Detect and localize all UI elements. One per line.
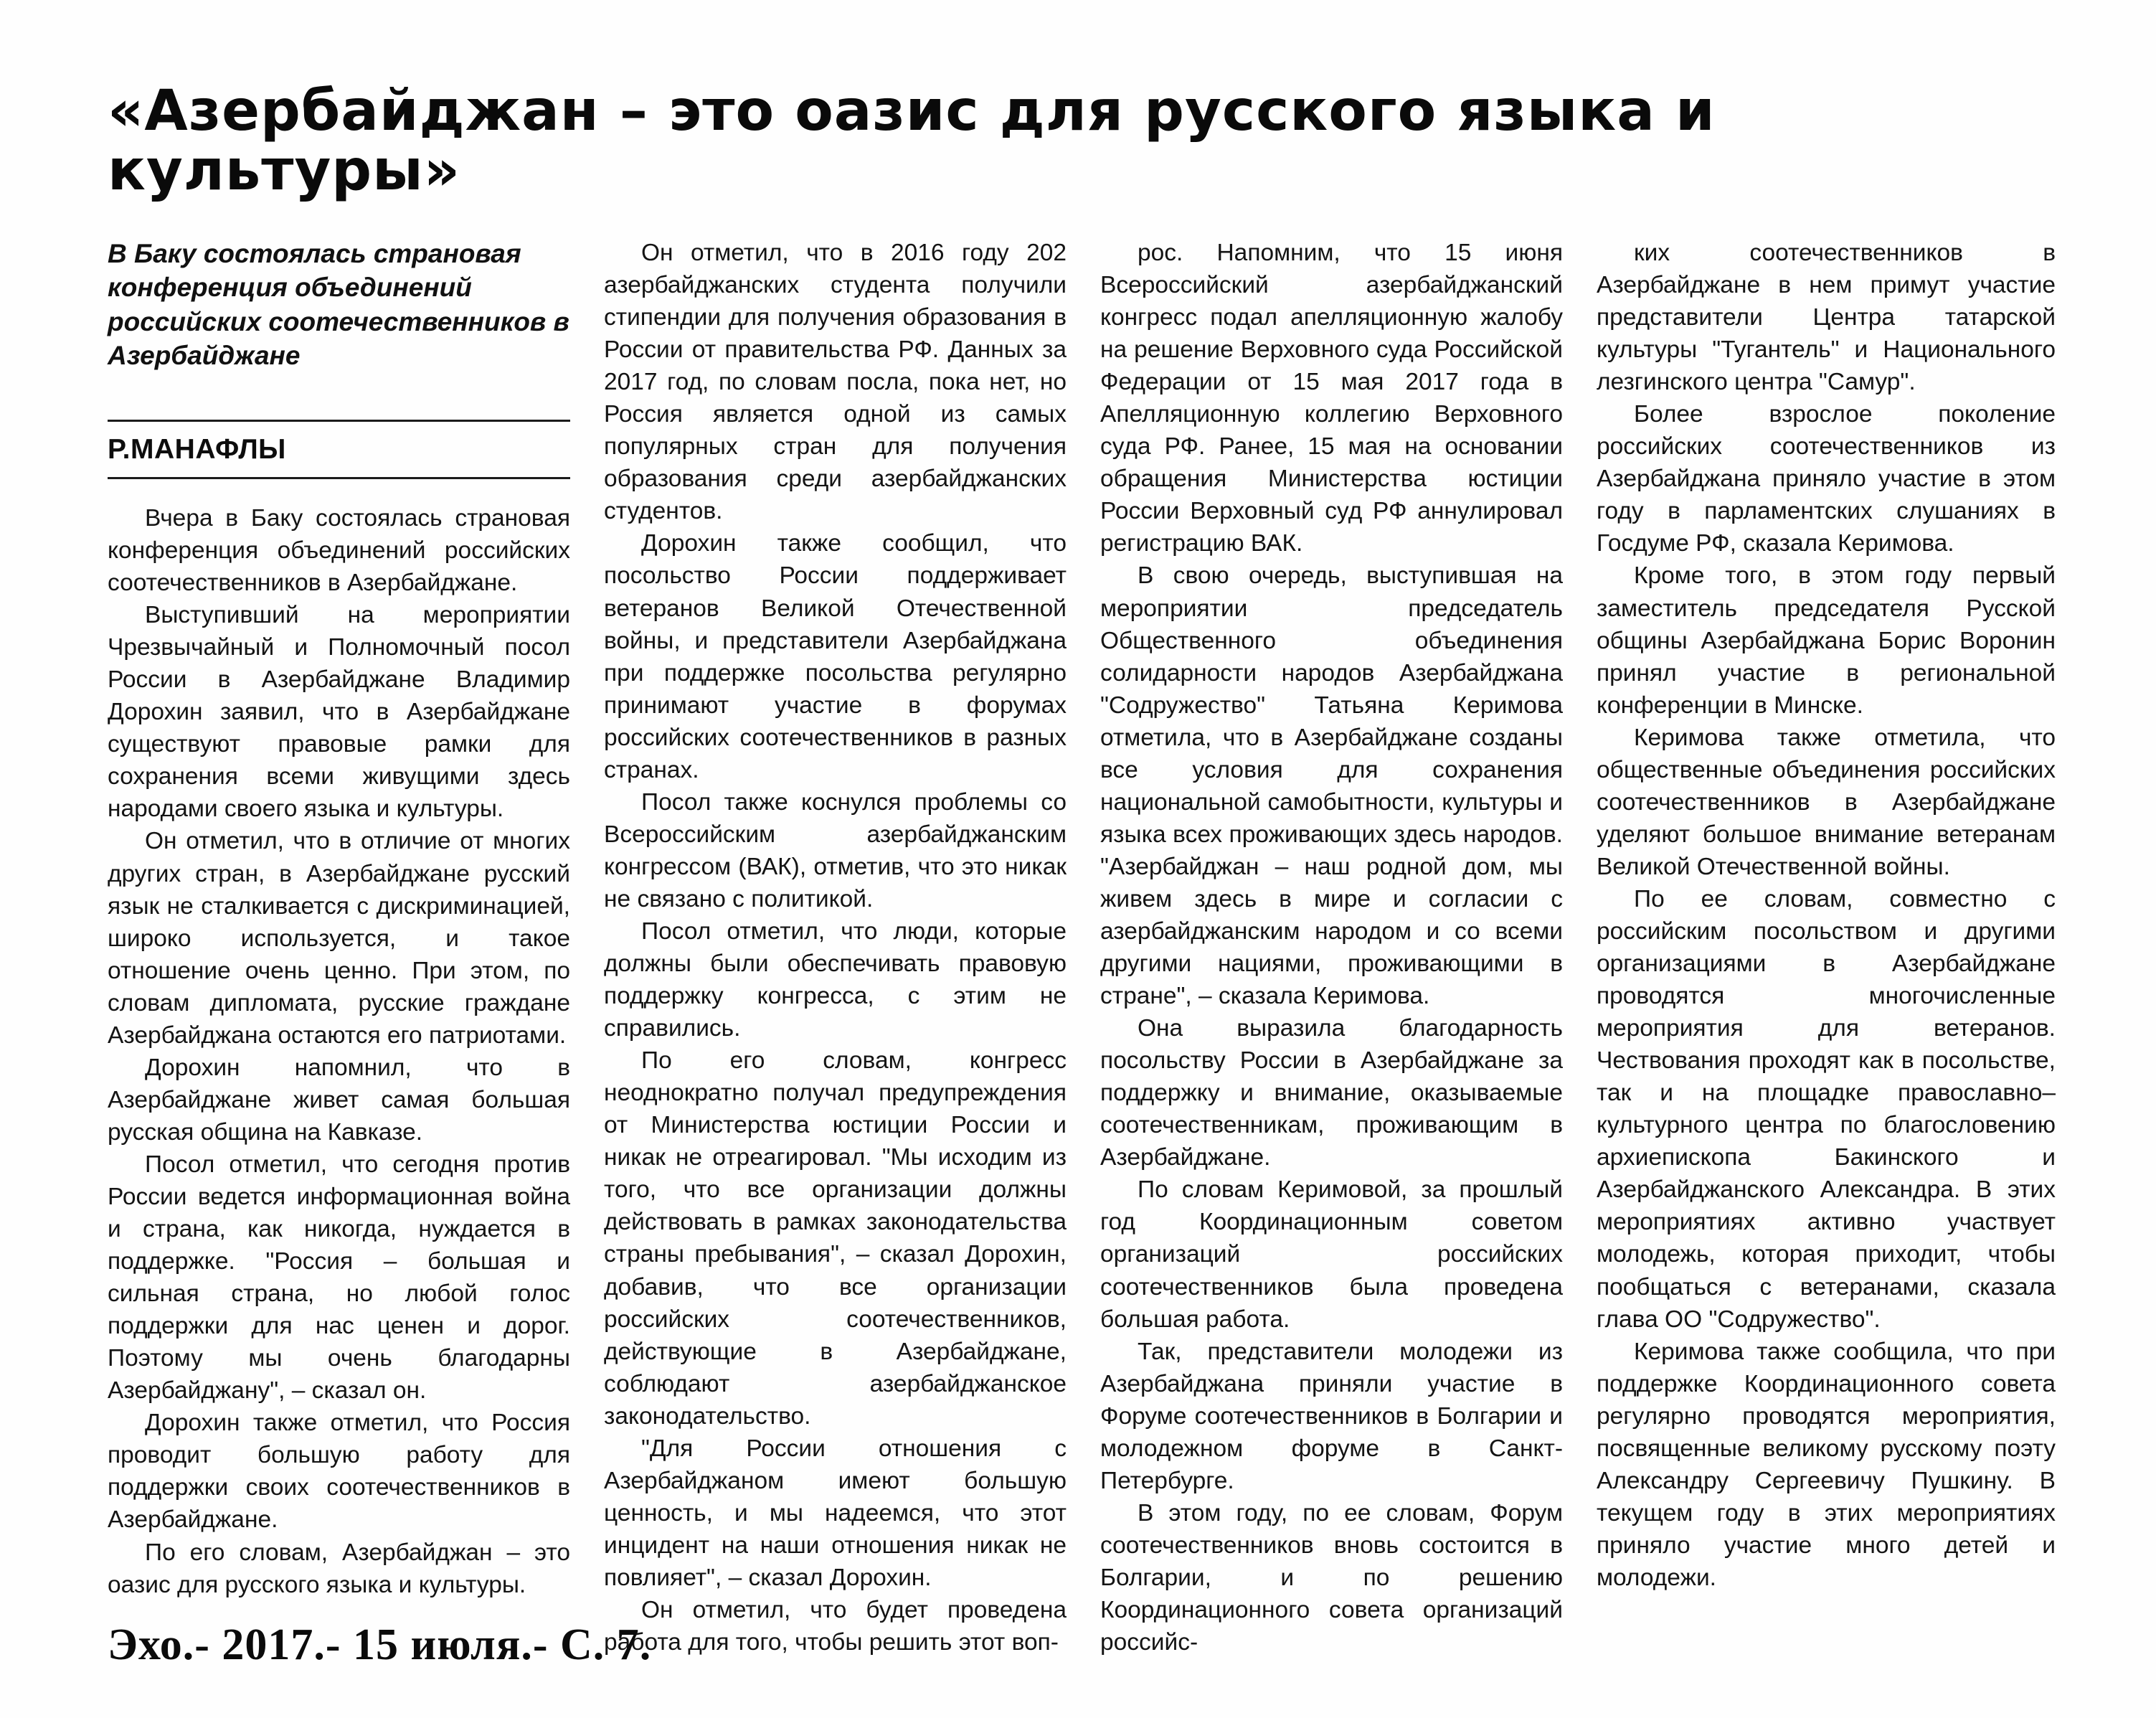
article-byline: Р.МАНАФЛЫ (108, 434, 286, 465)
paragraph: В этом году, по ее словам, Форум соотечественников вновь состоится в Болгарии, и по решению Координационного совета организаций российс- (1100, 1499, 1563, 1656)
article-column-3 (1100, 237, 1563, 1658)
paragraph: Дорохин напомнил, что в Азербайджане живет самая большая русская община на Кавказе. (108, 1054, 570, 1146)
article-column-4 (1597, 237, 2056, 1594)
paragraph: "Для России отношения с Азербайджаном имеют большую ценность, и мы надеемся, что этот инцидент на наши отношения никак не повлияет", – сказал Дорохин. (604, 1435, 1067, 1591)
paragraph: Он отметил, что в 2016 году 202 азербайджанских студента получили стипендии для получения образования в России от правительства РФ. Данных за 2017 год, по словам посла, пока нет, но Россия является одной из самых популярных стран для получения образования среди азербайджанских студентов. (604, 240, 1067, 525)
paragraph: Он отметил, что в отличие от многих других стран, в Азербайджане русский язык не сталкивается с дискриминацией, широко используется, и такое отношение очень ценно. При этом, по словам дипломата, русские граждане Азербайджана остаются его патриотами. (108, 828, 570, 1049)
paragraph: Посол отметил, что сегодня против России ведется информационная война и страна, как никогда, нуждается в поддержке. "Россия – большая и сильная страна, но любой голос поддержки для нас ценен и дорог. Поэтому мы очень благодарны Азербайджану", – сказал он. (108, 1151, 570, 1405)
paragraph: Она выразила благодарность посольству России в Азербайджане за поддержку и внимание, оказываемые соотечественникам, проживающим в Азербайджане. (1100, 1015, 1563, 1171)
paragraph: В свою очередь, выступившая на мероприятии председатель Общественного объединения солидарности народов Азербайджана "Содружество" Татьяна Керимова отметила, что в Азербайджане созданы все условия для сохранения национальной самобытности, культуры и языка всех проживающих здесь народов. "Азербайджан – наш родной дом, мы живем здесь в мире и согласии с азербайджанским народом и со всеми другими нациями, проживающими в стране", – сказала Керимова. (1100, 562, 1563, 1010)
paragraph: Вчера в Баку состоялась страновая конференция объединений российских соотечественников в Азербайджане. (108, 505, 570, 597)
paragraph: ких соотечественников в Азербайджане в нем примут участие представители Центра татарской культуры "Тугантель" и Национального лезгинского центра "Самур". (1597, 240, 2056, 396)
article-column-1 (108, 502, 570, 1601)
paragraph: Так, представители молодежи из Азербайджана приняли участие в Форуме соотечественников в Болгарии и молодежном форуме в Санкт-Петербурге. (1100, 1338, 1563, 1494)
paragraph: Он отметил, что будет проведена работа для того, чтобы решить этот воп- (604, 1596, 1067, 1656)
byline-divider-top (108, 420, 570, 422)
page-title: «Азербайджан – это оазис для русского языка и культуры» (108, 79, 1716, 203)
paragraph: Керимова также отметила, что общественные объединения российских соотечественников в Азербайджане уделяют большое внимание ветеранам Великой Отечественной войны. (1597, 724, 2056, 880)
paragraph: По ее словам, совместно с российским посольством и другими организациями в Азербайджане проводятся многочисленные мероприятия для ветеранов. Чествования проходят как в посольстве, так и на площадке православно–культурного центра по благословению архиепископа Бакинского и Азербайджанского Александра. В этих мероприятиях активно участвует молодежь, которая приходит, чтобы пообщаться с ветеранами, сказала глава ОО "Содружество". (1597, 885, 2056, 1333)
paragraph: Дорохин также сообщил, что посольство России поддерживает ветеранов Великой Отечественной войны, и представители Азербайджана при поддержке посольства регулярно принимают участие в форумах российских соотечественников в разных странах. (604, 530, 1067, 783)
paragraph: Посол отметил, что люди, которые должны были обеспечивать правовую поддержку конгресса, с этим не справились. (604, 917, 1067, 1042)
source-citation: Эхо.- 2017.- 15 июля.- С. 7. (108, 1620, 652, 1669)
paragraph: По его словам, Азербайджан – это оазис для русского языка и культуры. (108, 1539, 570, 1598)
paragraph: Посол также коснулся проблемы со Всероссийским азербайджанским конгрессом (ВАК), отметив, что это никак не связано с политикой. (604, 788, 1067, 912)
paragraph: рос. Напомним, что 15 июня Всероссийский азербайджанский конгресс подал апелляционную жалобу на решение Верховного суда Российской Федерации от 15 мая 2017 года в Апелляционную коллегию Верховного суда РФ. Ранее, 15 мая на основании обращения Министерства юстиции России Верховный суд РФ аннулировал регистрацию ВАК. (1100, 240, 1563, 557)
paragraph: По его словам, конгресс неоднократно получал предупреждения от Министерства юстиции России и никак не отреагировал. "Мы исходим из того, что все организации должны действовать в рамках законодательства страны пребывания", – сказал Дорохин, добавив, что все организации российских соотечественников, действующие в Азербайджане, соблюдают азербайджанское законодательство. (604, 1047, 1067, 1430)
paragraph: Керимова также сообщила, что при поддержке Координационного совета регулярно проводятся мероприятия, посвященные великому русскому поэту Александру Сергеевичу Пушкину. В текущем году в этих мероприятиях приняло участие много детей и молодежи. (1597, 1338, 2056, 1591)
article-lead: В Баку состоялась страновая конференция объединений российских соотечественников в Азербайджане (108, 239, 569, 371)
byline-divider-bottom (108, 477, 570, 479)
paragraph: Кроме того, в этом году первый заместитель председателя Русской общины Азербайджана Борис Воронин принял участие в региональной конференции в Минске. (1597, 562, 2056, 719)
paragraph: Дорохин также отметил, что Россия проводит большую работу для поддержки своих соотечественников в Азербайджане. (108, 1410, 570, 1534)
article-column-2 (604, 237, 1067, 1658)
paragraph: Выступивший на мероприятии Чрезвычайный и Полномочный посол России в Азербайджане Владимир Дорохин заявил, что в Азербайджане существуют правовые рамки для сохранения всеми живущими здесь народами своего языка и культуры. (108, 602, 570, 823)
paragraph: По словам Керимовой, за прошлый год Координационным советом организаций российских соотечественников была проведена большая работа. (1100, 1176, 1563, 1333)
paragraph: Более взрослое поколение российских соотечественников из Азербайджана приняло участие в этом году в парламентских слушаниях в Госдуме РФ, сказала Керимова. (1597, 401, 2056, 557)
